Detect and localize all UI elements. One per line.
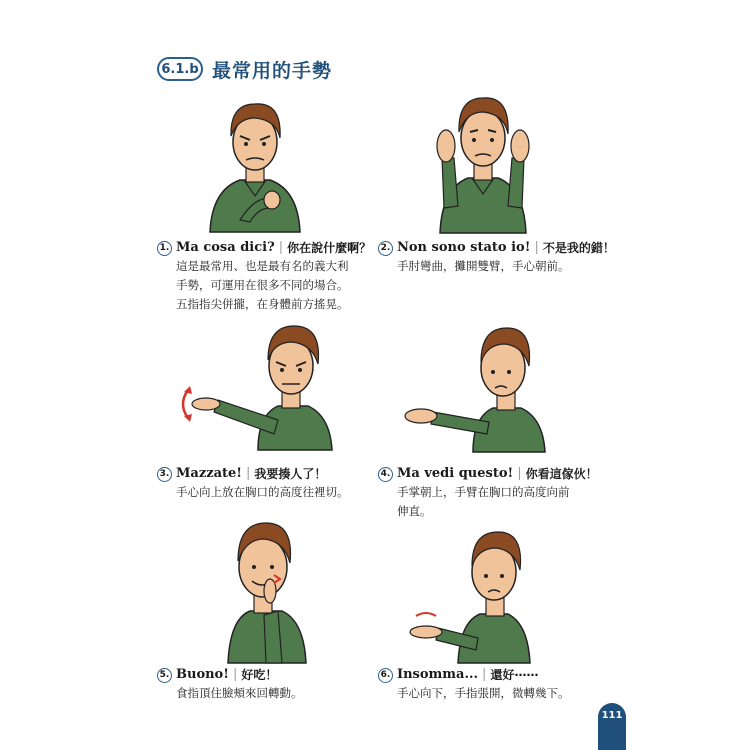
separator: |: [278, 240, 284, 255]
gesture-illustration-4: [403, 322, 553, 452]
description-line: 手心向上放在胸口的高度往裡切。: [176, 485, 349, 499]
gesture-item-4: [378, 465, 598, 521]
description-line: 食指頂住臉頰來回轉動。: [176, 686, 303, 700]
chinese-translation: 你看這傢伙！: [525, 467, 598, 481]
description-line: 手勢，可運用在很多不同的場合。: [176, 278, 349, 292]
item-number-badge: 2.: [378, 241, 393, 256]
gesture-illustration-5: [220, 515, 310, 663]
gesture-item-5: [157, 666, 377, 703]
gesture-item-header: [157, 666, 377, 684]
chinese-translation: 好吃！: [241, 668, 278, 682]
gesture-description: [176, 483, 377, 502]
gesture-item-1: [157, 239, 387, 314]
separator: |: [232, 667, 238, 682]
gesture-illustration-6: [408, 528, 533, 663]
gesture-description: [397, 483, 598, 521]
italian-phrase: Ma cosa dici?: [176, 240, 275, 255]
gesture-illustration-3: [178, 320, 343, 450]
separator: |: [245, 466, 251, 481]
italian-phrase: Buono!: [176, 667, 229, 682]
gesture-item-6: [378, 666, 598, 703]
description-line: 手肘彎曲，攤開雙臂，手心朝前。: [397, 259, 570, 273]
italian-phrase: Non sono stato io!: [397, 240, 531, 255]
italian-phrase: Ma vedi questo!: [397, 466, 514, 481]
section-title: 最常用的手勢: [212, 60, 333, 82]
item-number-badge: 6.: [378, 668, 393, 683]
chinese-translation: 還好⋯⋯: [490, 668, 539, 682]
gesture-description: [397, 257, 598, 276]
separator: |: [482, 667, 487, 682]
italian-phrase: Mazzate!: [176, 466, 242, 481]
gesture-item-header: [378, 465, 598, 483]
description-line: 手掌朝上，手臂在胸口的高度向前: [397, 485, 570, 499]
description-line: 這是最常用、也是最有名的義大利: [176, 259, 349, 273]
description-line: 手心向下，手指張開，微轉幾下。: [397, 686, 570, 700]
gesture-description: [176, 684, 377, 703]
gesture-illustration-2: [428, 88, 538, 233]
gesture-item-2: [378, 239, 615, 276]
gesture-item-3: [157, 465, 377, 502]
page-number: 111: [601, 710, 623, 721]
section-number-badge: 6.1.b: [157, 57, 203, 81]
item-number-badge: 1.: [157, 241, 172, 256]
italian-phrase: Insomma...: [397, 667, 479, 682]
gesture-illustration-1: [200, 92, 310, 232]
gesture-item-header: [157, 239, 387, 257]
chinese-translation: 我要揍人了！: [254, 467, 327, 481]
item-number-badge: 3.: [157, 467, 172, 482]
separator: |: [534, 240, 539, 255]
gesture-description: [176, 257, 387, 314]
gesture-item-header: [157, 465, 377, 483]
description-line: 五指指尖併攏，在身體前方搖晃。: [176, 297, 349, 311]
gesture-item-header: [378, 666, 598, 684]
item-number-badge: 5.: [157, 668, 172, 683]
chinese-translation: 不是我的錯！: [542, 241, 615, 255]
separator: |: [517, 466, 522, 481]
gesture-description: [397, 684, 598, 703]
gesture-item-header: [378, 239, 615, 257]
description-line: 伸直。: [397, 504, 432, 518]
chinese-translation: 你在說什麼啊？: [287, 241, 372, 255]
item-number-badge: 4.: [378, 467, 393, 482]
